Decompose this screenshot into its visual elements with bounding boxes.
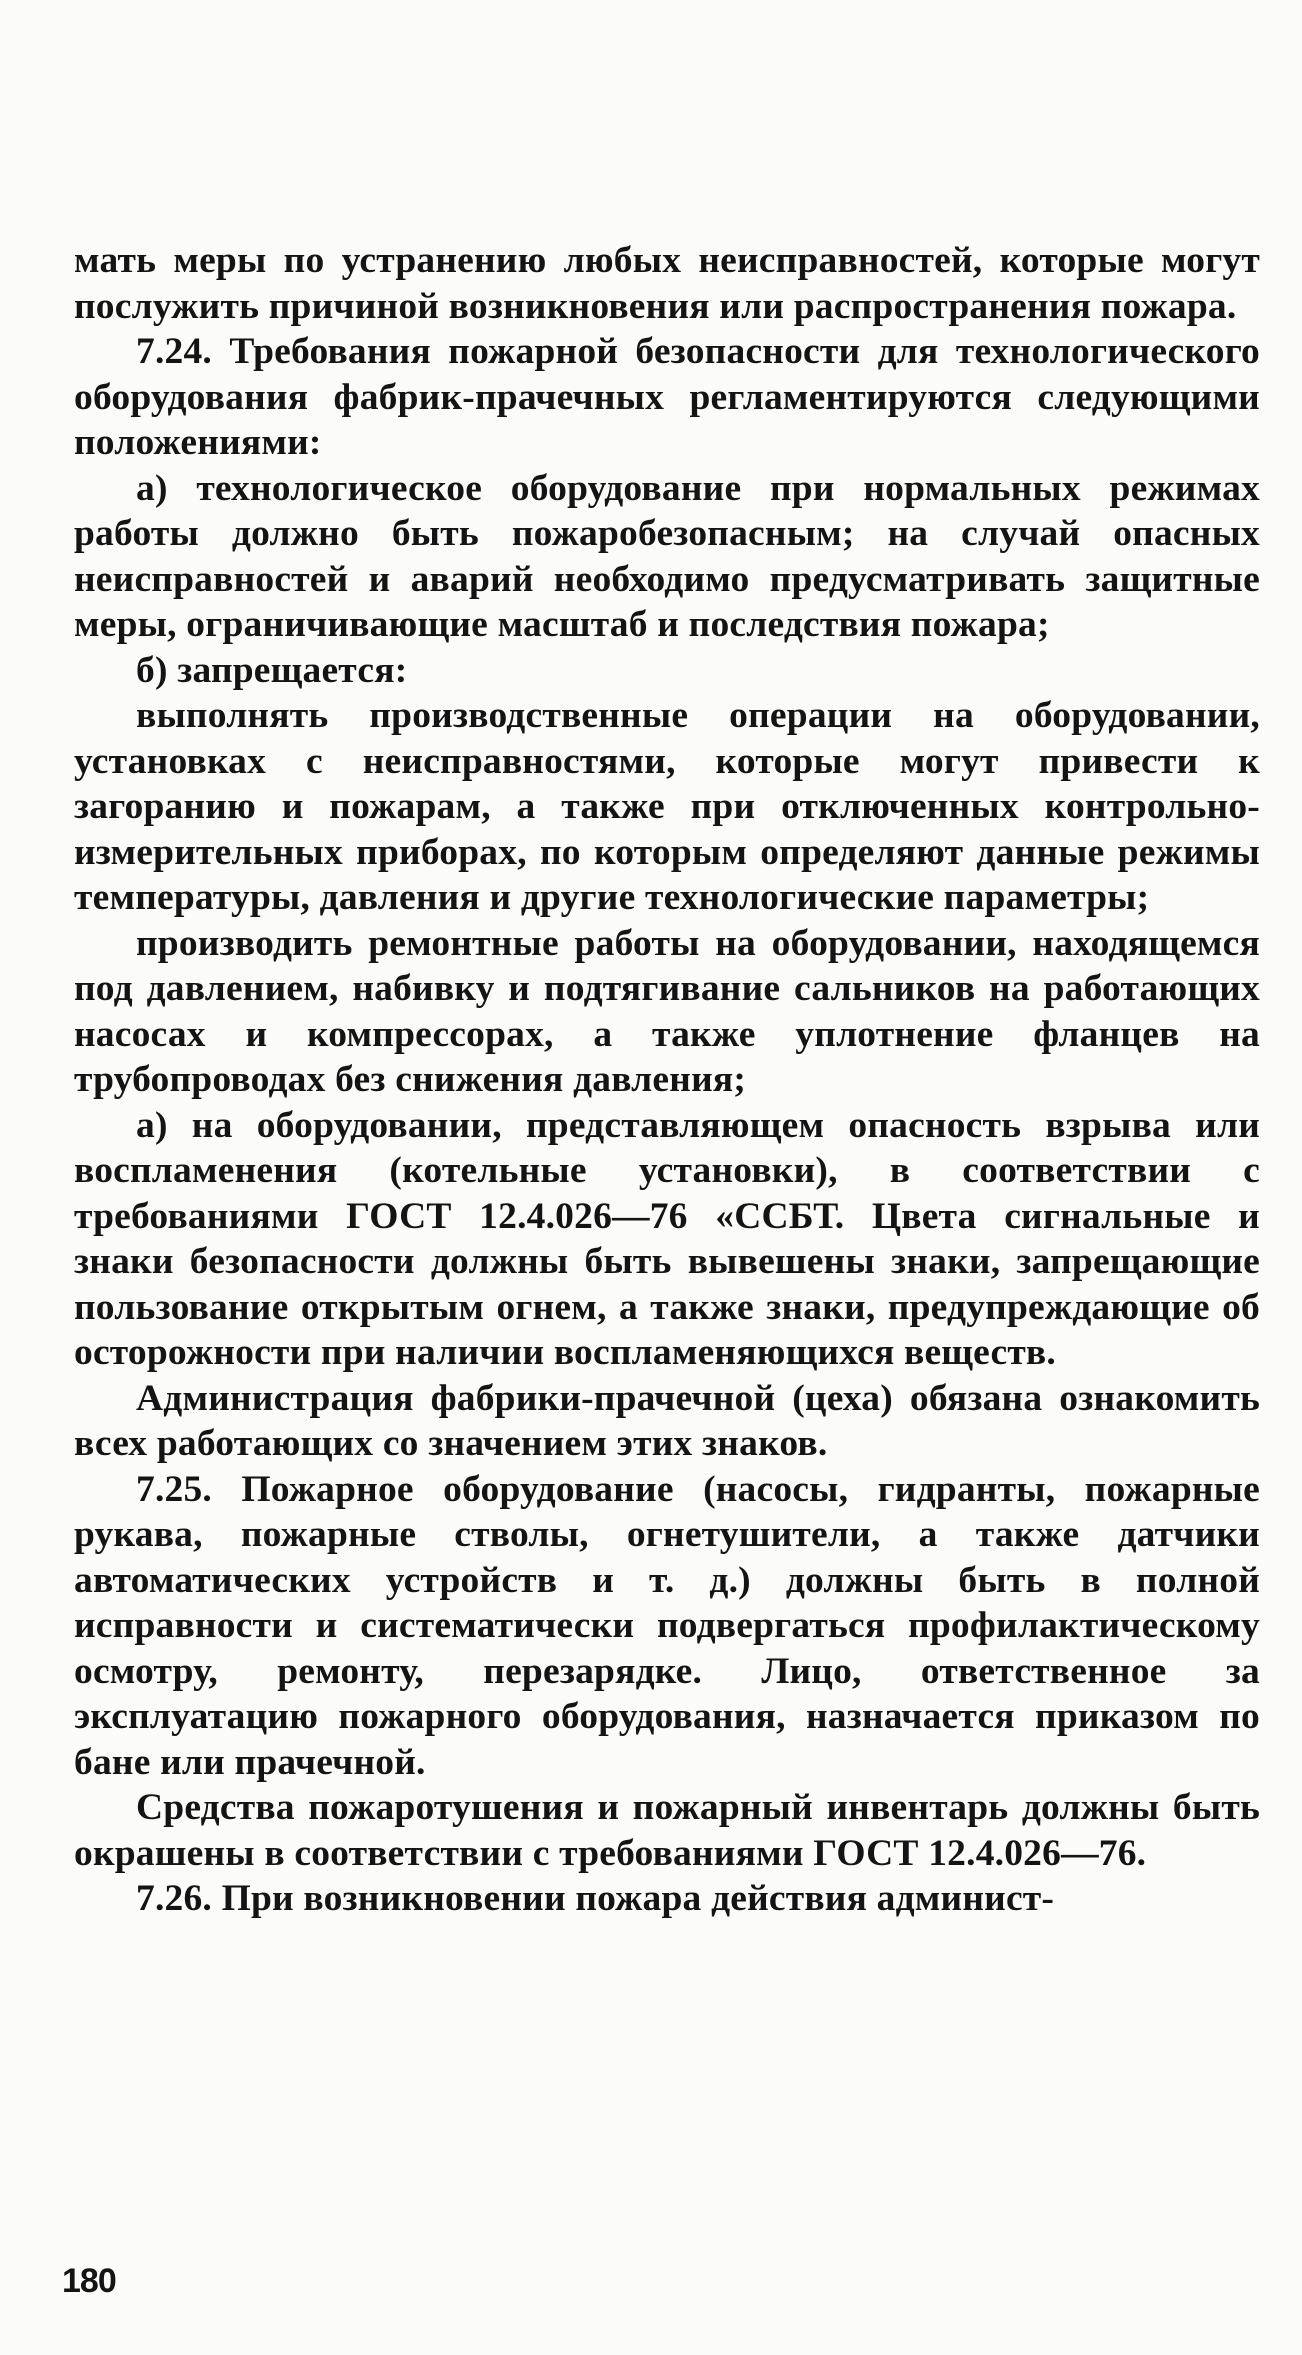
paragraph-administration: Администрация фабрики-прачечной (цеха) обязана ознакомить всех работающих со значением этих знаков. [74, 1377, 1260, 1464]
paragraph-7-25: 7.25. Пожарное оборудование (насосы, гидранты, пожарные рукава, пожарные стволы, огнетушители, а также датчики автоматических устройств и т. д.) должны быть в полной исправности и систематически подвергаться профилактическому осмотру, ремонту, перезарядке. Лицо, ответственное за эксплуатацию пожарного оборудования, назначается приказом по бане или прачечной. [74, 1468, 1260, 1783]
paragraph-prohibition-1: выполнять производственные операции на оборудовании, установках с неисправностями, которые могут привести к загоранию и пожарам, а также при отключенных контрольно-измерительных приборах, по которым определяют данные режимы температуры, давления и другие технологические параметры; [74, 695, 1260, 918]
paragraph-prohibition-2: производить ремонтные работы на оборудовании, находящемся под давлением, набивку и подтягивание сальников на работающих насосах и компрессорах, а также уплотнение фланцев на трубопроводах без снижения давления; [74, 922, 1260, 1100]
paragraph-7-26: 7.26. При возникновении пожара действия админист- [136, 1878, 1055, 1919]
paragraph-firefighting-means: Средства пожаротушения и пожарный инвентарь должны быть окрашены в соответствии с требованиями ГОСТ 12.4.026—76. [74, 1787, 1260, 1874]
body-text [74, 238, 1260, 1922]
paragraph-7-24: 7.24. Требования пожарной безопасности для технологического оборудования фабрик-прачечных регламентируются следующими положениями: [74, 331, 1260, 463]
page-number: 180 [62, 2262, 116, 2300]
paragraph-item-a-1: а) технологическое оборудование при нормальных режимах работы должно быть пожаробезопасным; на случай опасных неисправностей и аварий необходимо предусматривать защитные меры, ограничивающие масштаб и последствия пожара; [74, 467, 1260, 645]
paragraph-continuation: мать меры по устранению любых неисправностей, которые могут послужить причиной возникновения или распространения пожара. [74, 240, 1260, 327]
paragraph-item-a-2: а) на оборудовании, представляющем опасность взрыва или воспламенения (котельные установки), в соответствии с требованиями ГОСТ 12.4.026—76 «ССБТ. Цвета сигнальные и знаки безопасности должны быть вывешены знаки, запрещающие пользование открытым огнем, а также знаки, предупреждающие об осторожности при наличии воспламеняющихся веществ. [74, 1104, 1260, 1373]
paragraph-item-b: б) запрещается: [136, 649, 408, 691]
